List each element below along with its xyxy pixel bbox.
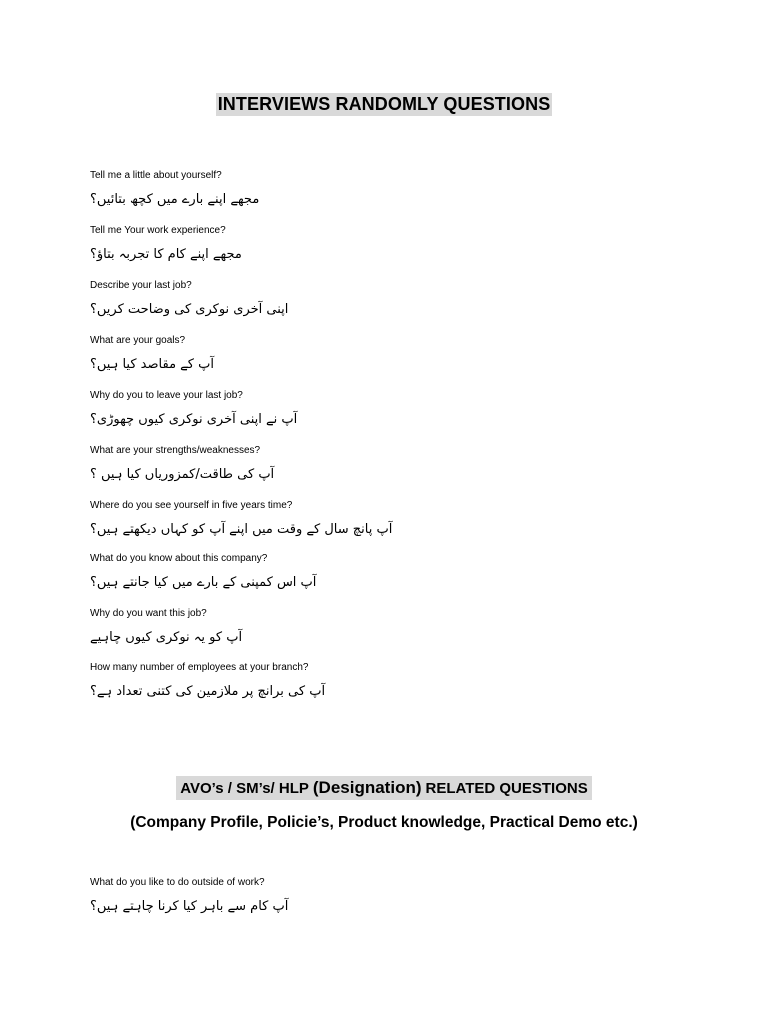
question-item [90, 225, 690, 263]
question-urdu: آپ کام سے باہر کیا کرنا چاہتے ہیں؟ [90, 899, 289, 914]
section-title-box [176, 776, 591, 800]
question-english: How many number of employees at your branch? [90, 662, 309, 673]
question-urdu: آپ نے اپنی آخری نوکری کیوں چھوڑی؟ [90, 412, 298, 427]
question-english: Why do you to leave your last job? [90, 390, 243, 401]
question-urdu: آپ اس کمپنی کے بارے میں کیا جانتے ہیں؟ [90, 575, 317, 590]
section-title-part3: RELATED QUESTIONS [425, 780, 588, 797]
question-english: What are your strengths/weaknesses? [90, 445, 261, 456]
question-urdu: مجھے اپنے بارے میں کچھ بتائیں؟ [90, 192, 260, 207]
page-title-text: INTERVIEWS RANDOMLY QUESTIONS [217, 94, 551, 114]
question-urdu: آپ پانچ سال کے وقت میں اپنے آپ کو کہاں دیکھتے ہیں؟ [90, 522, 393, 537]
question-urdu: آپ کے مقاصد کیا ہیں؟ [90, 357, 214, 372]
question-english: What do you like to do outside of work? [90, 877, 265, 888]
section-title [0, 776, 768, 800]
question-english: Tell me Your work experience? [90, 225, 226, 236]
question-item [90, 445, 690, 483]
question-english: What are your goals? [90, 335, 186, 346]
page-title [0, 93, 768, 116]
question-item [90, 170, 690, 208]
question-english: What do you know about this company? [90, 553, 268, 564]
question-english: Tell me a little about yourself? [90, 170, 222, 181]
question-urdu: آپ کو یہ نوکری کیوں چاہیے [90, 630, 243, 645]
question-item [90, 877, 690, 915]
section-title-part1: AVO’s / SM’s/ HLP [180, 780, 309, 797]
question-urdu: اپنی آخری نوکری کی وضاحت کریں؟ [90, 302, 289, 317]
question-item [90, 280, 690, 318]
question-english: Where do you see yourself in five years time? [90, 500, 293, 511]
question-item [90, 500, 690, 538]
question-english: Why do you want this job? [90, 608, 207, 619]
question-item [90, 662, 690, 700]
question-item [90, 553, 690, 591]
section-subtitle: (Company Profile, Policie’s, Product knowledge, Practical Demo etc.) [130, 814, 638, 831]
question-urdu: آپ کی طاقت/کمزوریاں کیا ہیں ؟ [90, 467, 275, 482]
question-item [90, 608, 690, 646]
question-item [90, 335, 690, 373]
question-urdu: مجھے اپنے کام کا تجربہ بتاؤ؟ [90, 247, 242, 262]
question-urdu: آپ کی برانچ پر ملازمین کی کتنی تعداد ہے؟ [90, 684, 326, 699]
question-item [90, 390, 690, 428]
question-english: Describe your last job? [90, 280, 192, 291]
section-title-part2: (Designation) [312, 778, 422, 797]
